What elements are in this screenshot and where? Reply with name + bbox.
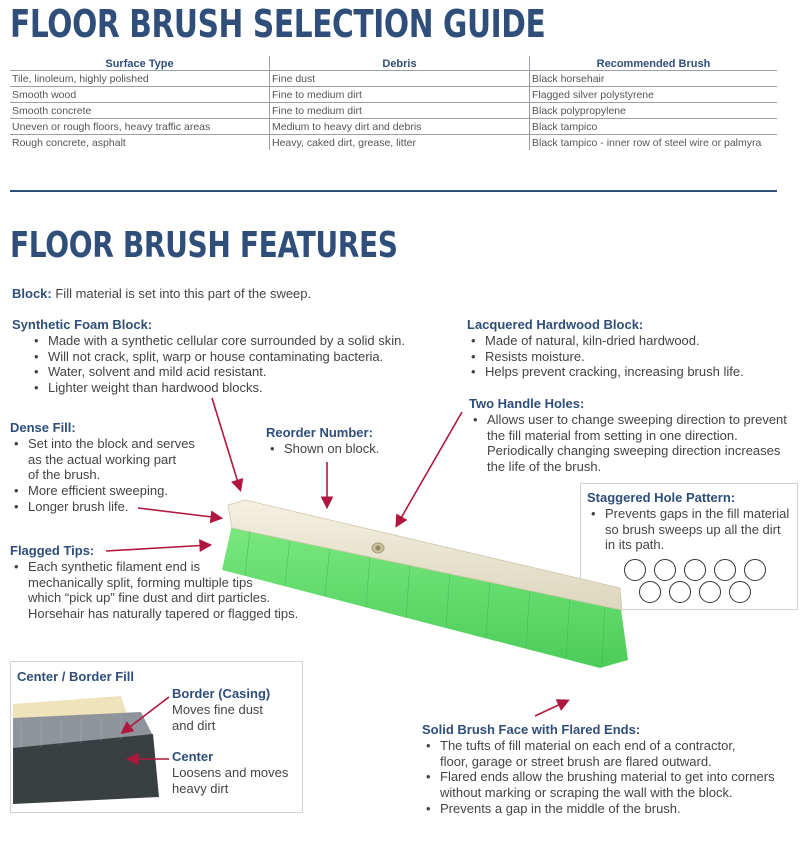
flagged-tips-heading: Flagged Tips: — [10, 543, 95, 558]
two-handle-holes-heading: Two Handle Holes: — [469, 396, 585, 411]
line: Moves fine dust — [172, 701, 264, 717]
line: as the actual working part — [28, 451, 177, 467]
line: • Prevents gaps in the fill material — [605, 505, 790, 521]
bullet: • Made with a synthetic cellular core surrounded by a solid skin. — [30, 333, 452, 349]
arrow-flared-ends — [535, 701, 567, 716]
column-header-surface-type: Surface Type — [10, 56, 270, 71]
column-header-recommended-brush: Recommended Brush — [530, 56, 778, 71]
line: the life of the brush. — [487, 459, 602, 475]
line: which “pick up” fine dust and dirt particles. — [28, 590, 271, 606]
staggered-hole-pattern-heading: Staggered Hole Pattern: — [587, 490, 736, 505]
solid-brush-face-section — [422, 722, 800, 817]
bullet — [422, 769, 800, 801]
cell-debris: Fine dust — [270, 71, 530, 87]
cell-surface: Uneven or rough floors, heavy traffic areas — [10, 119, 270, 135]
line: • Flared ends allow the brushing material to get into corners — [440, 769, 775, 785]
center-label: Center — [172, 749, 214, 764]
cell-debris: Fine to medium dirt — [270, 103, 530, 119]
column-header-debris: Debris — [270, 56, 530, 71]
cell-debris: Fine to medium dirt — [270, 87, 530, 103]
features-title: FLOOR BRUSH FEATURES — [10, 225, 398, 266]
line: Loosens and moves — [172, 764, 289, 780]
line: Horsehair has naturally tapered or flagged tips. — [28, 606, 299, 622]
synthetic-foam-block-heading: Synthetic Foam Block: — [12, 317, 153, 332]
line: heavy dirt — [172, 780, 229, 796]
selection-guide-title: FLOOR BRUSH SELECTION GUIDE — [10, 2, 546, 46]
line: in its path. — [605, 537, 665, 553]
bullet — [422, 738, 800, 770]
cell-debris: Medium to heavy dirt and debris — [270, 119, 530, 135]
arrow-foam-block — [212, 398, 240, 489]
line: and dirt — [172, 717, 216, 733]
line: mechanically split, forming multiple tips — [28, 574, 253, 590]
line: floor, garage or street brush are flared outward. — [440, 753, 712, 769]
cell-brush: Black horsehair — [530, 71, 778, 87]
line: • Each synthetic filament end is — [28, 558, 200, 574]
bullet: • Prevents a gap in the middle of the brush. — [422, 801, 800, 817]
line: of the brush. — [28, 467, 101, 483]
cell-surface: Smooth wood — [10, 87, 270, 103]
bullet: • Shown on block. — [266, 441, 426, 457]
bullet: • Resists moisture. — [467, 349, 797, 365]
lacquered-hardwood-block-heading: Lacquered Hardwood Block: — [467, 317, 644, 332]
arrow-handle-holes — [397, 412, 462, 525]
line: • Set into the block and serves — [28, 435, 195, 451]
line: Periodically changing sweeping direction increases — [487, 443, 781, 459]
reorder-number-heading: Reorder Number: — [266, 425, 373, 440]
cell-debris: Heavy, caked dirt, grease, litter — [270, 135, 530, 151]
arrow-dense-fill — [138, 508, 220, 518]
bullet: • Water, solvent and mild acid resistant. — [30, 364, 452, 380]
line: without marking or scraping the wall with the block. — [440, 785, 733, 801]
cell-brush: Black tampico — [530, 119, 778, 135]
arrow-flagged-tips — [106, 545, 209, 551]
bullet: • Longer brush life. — [10, 499, 210, 515]
cell-surface: Smooth concrete — [10, 103, 270, 119]
solid-brush-face-heading: Solid Brush Face with Flared Ends: — [422, 722, 641, 737]
cell-surface: Tile, linoleum, highly polished — [10, 71, 270, 87]
cell-brush: Flagged silver polystyrene — [530, 87, 778, 103]
line: the fill material from setting in one direction. — [487, 427, 738, 443]
line: • The tufts of fill material on each end of a contractor, — [440, 737, 736, 753]
block-label: Block: — [12, 286, 52, 301]
block-text: Fill material is set into this part of the sweep. — [55, 286, 312, 301]
bullet: • Helps prevent cracking, increasing brush life. — [467, 364, 797, 380]
line: so brush sweeps up all the dirt — [605, 521, 781, 537]
bullet: • Will not crack, split, warp or house contaminating bacteria. — [30, 349, 452, 365]
dense-fill-heading: Dense Fill: — [10, 420, 76, 435]
bullet: • Made of natural, kiln-dried hardwood. — [467, 333, 797, 349]
center-border-fill-heading: Center / Border Fill — [17, 669, 135, 684]
center-border-fill-box — [10, 661, 303, 813]
line: • Allows user to change sweeping direction to prevent — [487, 411, 787, 427]
center-border-fill-illustration — [11, 692, 171, 807]
border-casing-label: Border (Casing) — [172, 686, 271, 701]
cell-brush: Black polypropylene — [530, 103, 778, 119]
bullet: • More efficient sweeping. — [10, 483, 210, 499]
cell-surface: Rough concrete, asphalt — [12, 136, 126, 149]
cell-brush: Black tampico - inner row of steel wire or palmyra — [530, 135, 778, 151]
bullet: • Lighter weight than hardwood blocks. — [30, 380, 452, 396]
